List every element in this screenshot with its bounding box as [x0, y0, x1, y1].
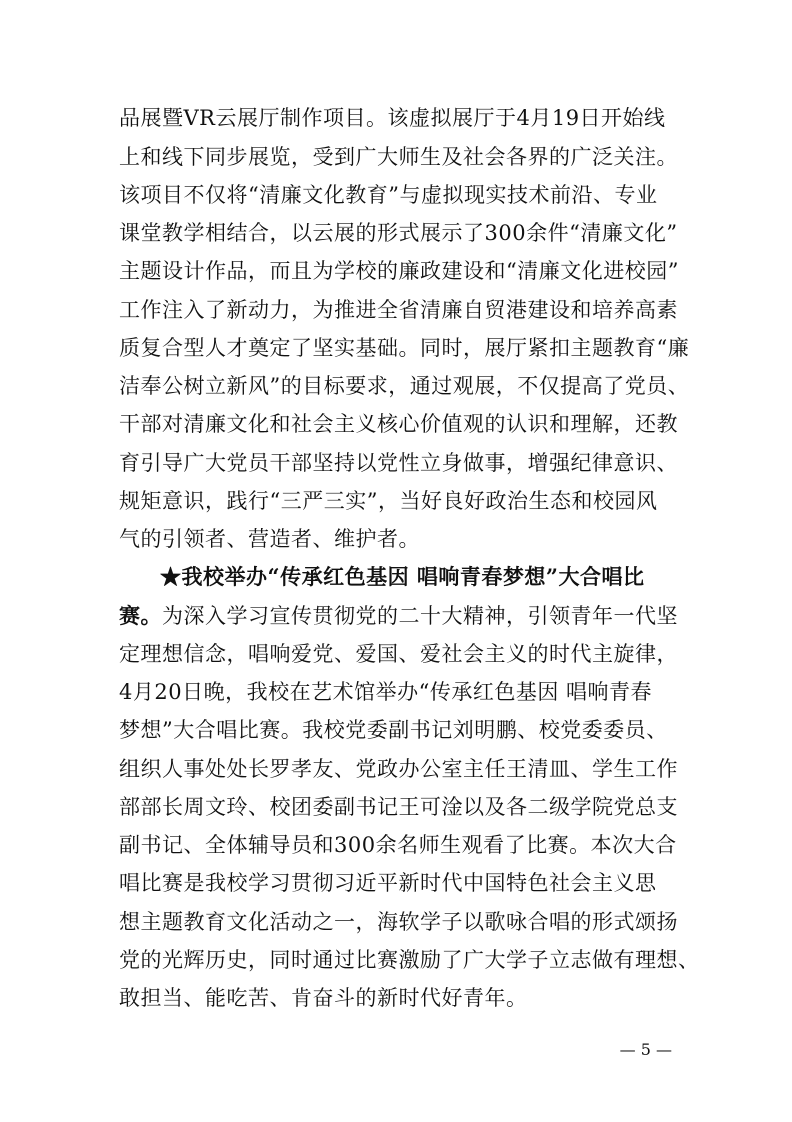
paragraph1-line-8: 洁奉公树立新风”的目标要求，通过观展，不仅提高了党员、 [119, 374, 690, 398]
paragraph2-line-1 [119, 604, 678, 628]
paragraph2-line-5: 组织人事处处长罗孝友、党政办公室主任王清皿、学生工作 [119, 757, 678, 781]
paragraph2-line-10: 党的光辉历史，同时通过比赛激励了广大学子立志做有理想、 [119, 948, 700, 972]
paragraph1-line-4: 课堂教学相结合，以云展的形式展示了300余件“清廉文化” [119, 221, 678, 245]
paragraph1-line-3: 该项目不仅将“清廉文化教育”与虚拟现实技术前沿、专业 [119, 183, 658, 207]
paragraph1-line-2: 上和线下同步展览，受到广大师生及社会各界的广泛关注。 [119, 145, 678, 169]
paragraph1-line-9: 干部对清廉文化和社会主义核心价值观的认识和理解，还教 [119, 412, 678, 436]
paragraph1-line-7: 质复合型人才奠定了坚实基础。同时，展厅紧扣主题教育“廉 [119, 336, 690, 360]
paragraph2-line-1-text: 为深入学习宣传贯彻党的二十大精神，引领青年一代坚 [162, 604, 678, 628]
paragraph2-line-4: 梦想”大合唱比赛。我校党委副书记刘明鹏、校党委委员、 [119, 718, 668, 742]
paragraph2-line-9: 想主题教育文化活动之一，海软学子以歌咏合唱的形式颂扬 [119, 910, 678, 934]
paragraph1-line-5: 主题设计作品，而且为学校的廉政建设和“清廉文化进校园” [119, 259, 679, 283]
paragraph2-line-3: 4月20日晚，我校在艺术馆举办“传承红色基因 唱响青春 [119, 680, 652, 704]
paragraph2-heading-end: 赛。 [119, 603, 162, 628]
paragraph1-line-12: 气的引领者、营造者、维护者。 [119, 527, 420, 551]
paragraph1-line-11: 规矩意识，践行“三严三实”，当好良好政治生态和校园风 [119, 489, 658, 513]
page-number: — 5 — [619, 1040, 672, 1059]
paragraph1-line-1: 品展暨VR云展厅制作项目。该虚拟展厅于4月19日开始线 [119, 106, 666, 130]
paragraph1-line-6: 工作注入了新动力，为推进全省清廉自贸港建设和培养高素 [119, 298, 678, 322]
paragraph2-line-8: 唱比赛是我校学习贯彻习近平新时代中国特色社会主义思 [119, 871, 657, 895]
paragraph2-line-7: 副书记、全体辅导员和300余名师生观看了比赛。本次大合 [119, 833, 677, 857]
paragraph2-line-6: 部部长周文玲、校团委副书记王可淦以及各二级学院党总支 [119, 795, 678, 819]
paragraph2-heading: ★我校举办“传承红色基因 唱响青春梦想”大合唱比 [160, 564, 645, 589]
paragraph1-line-10: 育引导广大党员干部坚持以党性立身做事，增强纪律意识、 [119, 451, 678, 475]
paragraph2-line-11: 敢担当、能吃苦、肯奋斗的新时代好青年。 [119, 986, 528, 1010]
paragraph2-line-2: 定理想信念，唱响爱党、爱国、爱社会主义的时代主旋律， [119, 642, 678, 666]
